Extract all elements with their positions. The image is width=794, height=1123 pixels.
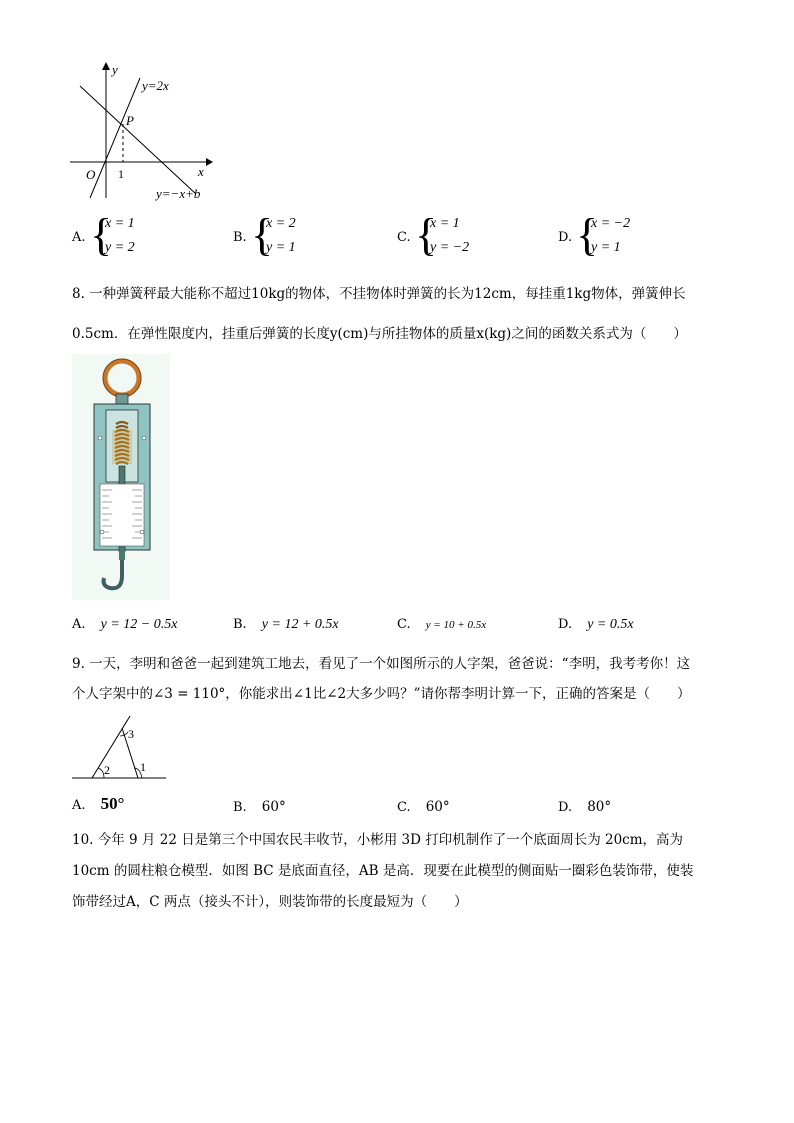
tick-label: 1	[118, 167, 124, 181]
system-line-1: x = 2	[266, 216, 296, 231]
option-label: C.	[397, 800, 411, 815]
left-leg	[92, 716, 130, 778]
option-label: D.	[558, 230, 573, 245]
line2-label: y=−x+b	[156, 186, 201, 201]
q10-line-1: 10. 今年 9 月 22 日是第三个中国农民丰收节，小彬用 3D 打印机制作了一个底面周长为 20cm，高为	[72, 832, 684, 848]
option-label: A.	[72, 617, 86, 632]
angle-1-label: 1	[140, 760, 146, 774]
line-y-neg-x-b	[80, 86, 196, 194]
brace-icon: {	[576, 209, 599, 260]
q9-option-d[interactable]	[558, 796, 611, 815]
option-value: 60°	[425, 799, 450, 815]
q8-option-d[interactable]	[558, 613, 634, 633]
q9-option-c[interactable]	[397, 796, 450, 815]
q8-option-c[interactable]	[397, 613, 486, 632]
option-label: C.	[397, 230, 411, 245]
system-line-1: x = 1	[430, 216, 460, 231]
q10-line-3: 饰带经过A，C 两点（接头不计），则装饰带的长度最短为（ ）	[72, 894, 468, 910]
q9-line-1: 9. 一天，李明和爸爸一起到建筑工地去，看见了一个如图所示的人字架，爸爸说：“李明，我考考你！这	[72, 656, 691, 672]
q7-graph	[66, 58, 216, 208]
x-axis-arrow	[206, 158, 213, 166]
option-value: y = 10 + 0.5x	[425, 619, 487, 631]
brace-icon: {	[251, 209, 274, 260]
option-label: A.	[72, 798, 86, 813]
q8-option-a[interactable]	[72, 613, 177, 633]
option-label: B.	[233, 800, 247, 815]
q9-option-b[interactable]	[233, 796, 286, 815]
q8-line-1: 8. 一种弹簧秤最大能称不超过10kg的物体，不挂物体时弹簧的长为12cm，每挂重1kg物体，弹簧伸长	[72, 286, 686, 302]
y-axis-label: y	[112, 62, 118, 77]
option-value: 50°	[100, 794, 125, 813]
system-line-2: y = 1	[266, 240, 296, 255]
spring-scale-illustration	[72, 354, 170, 600]
angle-3-label: 3	[128, 727, 134, 741]
q9-figure-a-frame	[70, 712, 170, 784]
q8-line-2: 0.5cm．在弹性限度内，挂重后弹簧的长度y(cm)与所挂物体的质量x(kg)之间的函数关系式为（ ）	[72, 326, 687, 342]
option-label: D.	[558, 617, 573, 632]
q7-option-d[interactable]	[558, 209, 668, 260]
y-axis-arrow	[102, 62, 110, 70]
option-value: y = 0.5x	[587, 617, 634, 632]
option-value: y = 12 − 0.5x	[100, 617, 178, 632]
scale-ruler	[100, 484, 144, 546]
origin-label: O	[86, 167, 96, 182]
option-label: B.	[233, 617, 247, 632]
system-line-2: y = −2	[430, 240, 470, 255]
option-label: A.	[72, 230, 86, 245]
option-label: B.	[233, 230, 247, 245]
option-label: D.	[558, 800, 573, 815]
q7-option-b[interactable]	[233, 209, 333, 260]
system-line-2: y = 1	[591, 240, 621, 255]
q7-option-a[interactable]	[72, 209, 172, 260]
angle-2-label: 2	[104, 763, 110, 777]
line1-label: y=2x	[142, 78, 169, 93]
point-p-label: P	[126, 113, 134, 128]
q10-line-2: 10cm 的圆柱粮仓模型．如图 BC 是底面直径，AB 是高．现要在此模型的侧面贴一圈彩色装饰带，使装	[72, 863, 694, 879]
option-value: 80°	[587, 799, 612, 815]
brace-icon: {	[90, 209, 113, 260]
option-value: 60°	[261, 799, 286, 815]
system-line-1: x = −2	[591, 216, 631, 231]
option-value: y = 12 + 0.5x	[261, 617, 339, 632]
q7-option-c[interactable]	[397, 209, 507, 260]
system-line-1: x = 1	[105, 216, 135, 231]
q9-option-a[interactable]	[72, 794, 124, 814]
x-axis-label: x	[198, 164, 204, 179]
line-y-2x	[90, 78, 140, 198]
q9-line-2: 个人字架中的∠3 = 110°，你能求出∠1比∠2大多少吗？”请你帮李明计算一下，正确的答案是（ ）	[72, 686, 691, 702]
option-label: C.	[397, 617, 411, 632]
brace-icon: {	[415, 209, 438, 260]
system-line-2: y = 2	[105, 240, 135, 255]
q8-option-b[interactable]	[233, 613, 339, 633]
